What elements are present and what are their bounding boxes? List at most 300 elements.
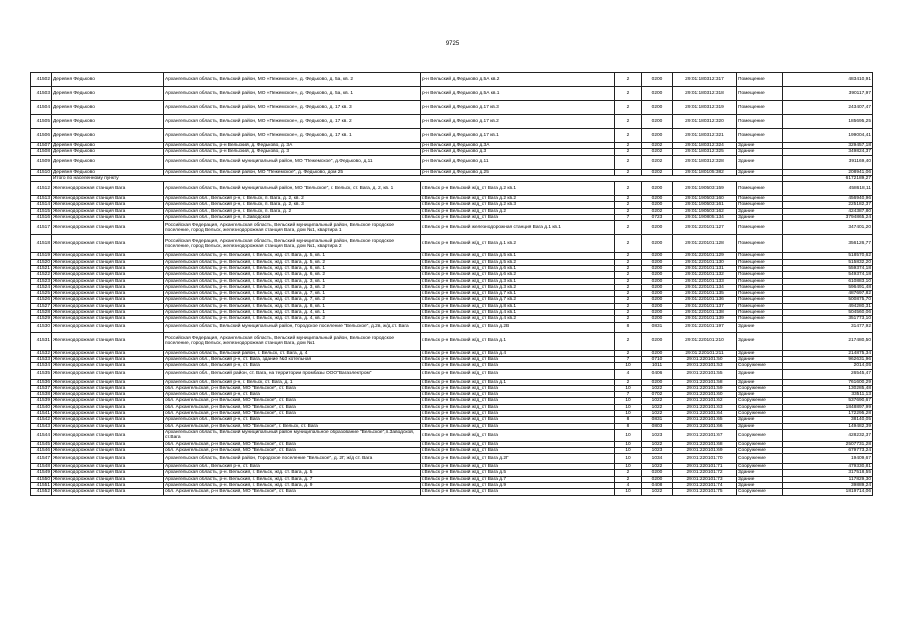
cell-short-addr: г.Вельск р-н Вельский ж/д_ст Вага xyxy=(421,447,615,453)
cell-no: 41552 xyxy=(31,489,52,495)
cell-code1: 2 xyxy=(615,303,642,309)
cell-value: 149482,39 xyxy=(783,423,873,429)
cell-place: Железнодорожная станция Вага xyxy=(52,454,164,464)
cell-cadastral: 29:01:220101:72 xyxy=(673,470,737,476)
cell-short-addr: г.Вельск р-н Вельский ж/д_ст Вага xyxy=(421,489,615,495)
cell-address: Архангельская область, Вельский район, МО «Пежемское», д. Федьково, д. 17 кв. 2 xyxy=(164,115,421,129)
cell-type: Сооружение xyxy=(737,385,783,391)
cell-short-addr: г.Вельск р-н Вельский ж/д_ст Вага д.2 кв.2 xyxy=(421,196,615,202)
cell-place: Железнодорожная станция Вага xyxy=(52,404,164,410)
cell-cadastral: 29:01:180312:325 xyxy=(673,149,737,155)
cell-short-addr: г.Вельск р-н Вельский ж/д_ст Вага д.9 xyxy=(421,482,615,488)
cell-code1: 2 xyxy=(615,291,642,297)
page-number: 9725 xyxy=(445,41,460,47)
cell-code2: 0831 xyxy=(642,322,673,332)
cell-short-addr: г.Вельск р-н Вельский ж/д_ст Вага д.2 xyxy=(421,208,615,214)
cell-short-addr: г.Вельск р-н Вельский ж/д_ст Вага д.1 xyxy=(421,332,615,350)
cell-type: Здание xyxy=(737,470,783,476)
cell-cadastral: 29:01:220101:75 xyxy=(673,489,737,495)
cell-type: Сооружение xyxy=(737,398,783,404)
cell-code1: 10 xyxy=(615,429,642,441)
cell-cadastral: 29:01:220101:66 xyxy=(673,423,737,429)
cell-code2: 0200 xyxy=(642,235,673,253)
cell-code1: 2 xyxy=(615,129,642,143)
cell-value: 329457,18 xyxy=(783,143,873,149)
cell-type: Помещение xyxy=(737,278,783,284)
cell-value: 518570,62 xyxy=(783,253,873,259)
cell-short-addr: г.Вельск р-н Вельский ж/д_ст Вага д.7 кв.1 xyxy=(421,291,615,297)
cell-cadastral: 29:01:220101:68 xyxy=(673,441,737,447)
cell-address: Архангельская область, Вельский муниципальный район, МО "Пежемское", д.Федьково, д.11 xyxy=(164,155,421,169)
cell-address: Архангельская обл., Вельский р-н, ст. Вага xyxy=(164,417,421,423)
cell-no: 41526 xyxy=(31,297,52,303)
cell-short-addr: г.Вельск р-н Вельский ж/д_ст Вага д.6 кв.2 xyxy=(421,272,615,278)
cell-type: Помещение xyxy=(737,303,783,309)
cell-place: Железнодорожная станция Вага xyxy=(52,297,164,303)
cell-place: Железнодорожная станция Вага xyxy=(52,272,164,278)
cell-place: Железнодорожная станция Вага xyxy=(52,310,164,316)
cell-cadastral: 29:01:190503:159 xyxy=(673,182,737,196)
cell-code2: 0200 xyxy=(642,272,673,278)
cell-code1: 7 xyxy=(615,356,642,362)
cell-place: Железнодорожная станция Вага xyxy=(52,284,164,290)
cell-no: 41513 xyxy=(31,196,52,202)
cell-code2: 0406 xyxy=(642,369,673,379)
cell-code2: 1022 xyxy=(642,398,673,404)
cell-value: 130285,48 xyxy=(783,385,873,391)
cell-value: 428232,37 xyxy=(783,429,873,441)
cell-code2: 0200 xyxy=(642,278,673,284)
cell-type: Помещение xyxy=(737,115,783,129)
cell-type: Здание xyxy=(737,417,783,423)
cell-place: Железнодорожная станция Вага xyxy=(52,482,164,488)
cell-code1: 2 xyxy=(615,221,642,235)
cell-address: Архангельская область, Вельский муниципальный район, МО "Вельское", г. Вельск, ст. Вага, д. 2, кв. 1 xyxy=(164,182,421,196)
cell-cadastral: 29:01:220101:64 xyxy=(673,411,737,417)
cell-code1: 8 xyxy=(615,322,642,332)
cell-short-addr: г.Вельск р-н Вельский ж/д_ст Вага xyxy=(421,411,615,417)
cell-place: Железнодорожная станция Вага xyxy=(52,322,164,332)
cell-no: 41548 xyxy=(31,464,52,470)
cell-address: Архангельская область, Вельский район, МО "Пежемское", д. Федьково, дом 25 xyxy=(164,169,421,175)
cell-value: 479330,81 xyxy=(783,464,873,470)
cell-address: Российская Федерация, Архангельская область, Вельский муниципальный район, Вельское городское поселение, город Вельск, железнодорожная станция Вага, дом №1 xyxy=(164,332,421,350)
cell-short-addr: г.Вельск р-н Вельский ж/д_ст Вага д.6 кв.1 xyxy=(421,265,615,271)
cell-address: Архангельская область, р-н. Вельский, г. Вельск, ж/д. ст. Вага, д. 8, кв. 1 xyxy=(164,303,421,309)
cell-type: Помещение xyxy=(737,265,783,271)
cell-code2: 0200 xyxy=(642,316,673,322)
table-row xyxy=(31,489,873,495)
cell-short-addr: г.Вельск р-н Вельский ж/д_ст Вага xyxy=(421,356,615,362)
cell-address: Архангельская область, р-н. Вельский, г. Вельск, ж/д. ст. Вага, д. 9 xyxy=(164,482,421,488)
cell-address: Российская Федерация, Архангельская область, Вельский муниципальный район, Вельское городское поселение, город Вельск, железнодорожная станция Вага, дом №1, квартира 2 xyxy=(164,235,421,253)
cell-code2: 0200 xyxy=(642,303,673,309)
cell-cadastral: 29:01:220101:63 xyxy=(673,404,737,410)
cell-place: Железнодорожная станция Вага xyxy=(52,291,164,297)
cell-short-addr: г.Вельск р-н Вельский ж/д_ст Вага xyxy=(421,363,615,369)
cell-short-addr: г.Вельск р-н Вельский ж/д_ст Вага xyxy=(421,398,615,404)
cell-code1: 2 xyxy=(615,316,642,322)
cell-code1: 2 xyxy=(615,332,642,350)
cell-no: 41504 xyxy=(31,101,52,115)
cell-value: 117829,30 xyxy=(783,476,873,482)
cell-type: Помещение xyxy=(737,284,783,290)
cell-code1: 10 xyxy=(615,363,642,369)
table-row xyxy=(31,129,873,143)
cell-short-addr: р-н Вельский д.Федьково д.17 кв.1 xyxy=(421,129,615,143)
cell-short-addr: р-н Вельский д.Федьково д.11 xyxy=(421,155,615,169)
cell-address: Архангельская обл., Вельский р-н, г. Вельск, п. Вага, д. 2, кв. 3 xyxy=(164,202,421,208)
total-label: Итого по населенному пункту xyxy=(52,175,783,181)
cell-code1: 2 xyxy=(615,202,642,208)
cell-type: Помещение xyxy=(737,316,783,322)
cell-type: Здание xyxy=(737,155,783,169)
cell-code1: 2 xyxy=(615,259,642,265)
cell-place: Железнодорожная станция Вага xyxy=(52,411,164,417)
cell-value: 1848897,99 xyxy=(783,404,873,410)
cell-code1: 10 xyxy=(615,441,642,447)
cell-code1: 2 xyxy=(615,235,642,253)
cell-no: 41540 xyxy=(31,404,52,410)
cell-address: Архангельская обл., Вельский р-н, г. Вельск, п. Вага, д. 2 xyxy=(164,208,421,214)
cell-code1: 4 xyxy=(615,369,642,379)
cell-no: 41525 xyxy=(31,291,52,297)
cell-place: Железнодорожная станция Вага xyxy=(52,363,164,369)
cell-no: 41549 xyxy=(31,470,52,476)
cell-no: 41505 xyxy=(31,115,52,129)
cell-cadastral: 29:01:220101:130 xyxy=(673,259,737,265)
cell-place: Деревня Федьково xyxy=(52,169,164,175)
cell-type: Здание xyxy=(737,356,783,362)
cell-cadastral: 29:01:180312:324 xyxy=(673,143,737,149)
cell-place: Железнодорожная станция Вага xyxy=(52,215,164,221)
cell-type: Здание xyxy=(737,215,783,221)
cell-value: 208941,06 xyxy=(783,169,873,175)
cell-no: 41523 xyxy=(31,278,52,284)
cell-place: Железнодорожная станция Вага xyxy=(52,196,164,202)
cell-address: Архангельская область, Вельский район, г. Вельск, ст. Вага, д. 4 xyxy=(164,350,421,356)
cell-place: Железнодорожная станция Вага xyxy=(52,265,164,271)
cell-address: Архангельская область, р-н. Вельский, г. Вельск, ж/д. ст. Вага, д. 7 xyxy=(164,476,421,482)
cell-short-addr: р-н Вельский д.Федьково д.5А кв.2 xyxy=(421,73,615,87)
cell-cadastral: 29:01:220101:197 xyxy=(673,322,737,332)
cell-address: Архангельская область, р-н. Вельский, г. Вельск, ж/д. ст. Вага, д. 5, кв. 1 xyxy=(164,253,421,259)
cell-type: Помещение xyxy=(737,297,783,303)
cell-cadastral: 29:01:220101:60 xyxy=(673,392,737,398)
cell-code1: 2 xyxy=(615,73,642,87)
cell-value: 243407,47 xyxy=(783,101,873,115)
cell-code2: 0200 xyxy=(642,350,673,356)
cell-value: 38140,05 xyxy=(783,417,873,423)
cell-code2: 0200 xyxy=(642,202,673,208)
cell-type: Сооружение xyxy=(737,454,783,464)
cell-value: 214875,34 xyxy=(783,350,873,356)
cell-cadastral: 29:01:220101:62 xyxy=(673,398,737,404)
cell-place: Железнодорожная станция Вага xyxy=(52,417,164,423)
cell-code2: 1022 xyxy=(642,464,673,470)
cell-type: Сооружение xyxy=(737,404,783,410)
cell-code2: 0200 xyxy=(642,259,673,265)
cell-address: Архангельская область, р-н. Вельский, г. Вельск, ж/д. ст. Вага, д. 7, кв. 2 xyxy=(164,297,421,303)
cell-place: Железнодорожная станция Вага xyxy=(52,221,164,235)
cell-code2: 0200 xyxy=(642,129,673,143)
cell-code2: 0200 xyxy=(642,379,673,385)
cell-no: 41509 xyxy=(31,155,52,169)
cell-short-addr: г.Вельск р-н Вельский ж/д_ст Вага д.4 xyxy=(421,350,615,356)
cell-code1: 2 xyxy=(615,87,642,101)
cell-no: 41537 xyxy=(31,385,52,391)
cell-code2: 1022 xyxy=(642,411,673,417)
cell-place: Железнодорожная станция Вага xyxy=(52,303,164,309)
cell-type: Помещение xyxy=(737,196,783,202)
cell-value: 1819714,06 xyxy=(783,489,873,495)
cell-address: обл. Архангельская, р-н Вельский, МО "Вельское", ст. Вага xyxy=(164,398,421,404)
cell-address: Архангельская обл., Вельский р-н, ст. Вага xyxy=(164,464,421,470)
cell-code1: 2 xyxy=(615,196,642,202)
cell-address: Архангельская область, р-н. Вельский, г. Вельск, ж/д. ст. Вага, д. 4, кв. 1 xyxy=(164,310,421,316)
cell-short-addr: р-н Вельский д.Федьково д.17 кв.2 xyxy=(421,115,615,129)
cell-short-addr: г.Вельск р-н Вельский ж/д_ст Вага xyxy=(421,404,615,410)
cell-code1: 10 xyxy=(615,398,642,404)
cell-value: 39889,24 xyxy=(783,482,873,488)
cell-code1: 2 xyxy=(615,101,642,115)
cell-place: Железнодорожная станция Вага xyxy=(52,235,164,253)
cell-address: Архангельская область, Вельский район, МО «Пежемское», д. Федьково, д. 5а, кв. 2 xyxy=(164,73,421,87)
cell-address: Архангельская область, р-н. Вельский, г. Вельск, ж/д. ст. Вага, д. 5, кв. 2 xyxy=(164,259,421,265)
cell-place: Железнодорожная станция Вага xyxy=(52,350,164,356)
cell-cadastral: 29:01:220101:134 xyxy=(673,284,737,290)
cell-cadastral: 29:01:220101:55 xyxy=(673,369,737,379)
cell-address: Архангельская область, р-н. Вельский, г. Вельск, ж/д. ст. Вага, д. 3, кв. 2 xyxy=(164,284,421,290)
cell-short-addr: г.Вельск р-н Вельский железнодорожная станция Вага д.1 кв.1 xyxy=(421,221,615,235)
cell-address: Архангельская обл., Вельский р-н, г. Вельск, ст. Вага, д. 1 xyxy=(164,379,421,385)
cell-code2: 0723 xyxy=(642,215,673,221)
total-value: 6172189,27 xyxy=(783,175,873,181)
cell-short-addr: г.Вельск р-н Вельский ж/д_ст Вага д.2Г xyxy=(421,454,615,464)
cell-code1: 2 xyxy=(615,155,642,169)
cell-code1: 2 xyxy=(615,253,642,259)
cell-address: Архангельская обл., Вельский р-н, г. Вельск, п. Вага, д. 2, кв. 2 xyxy=(164,196,421,202)
cell-value: 172295,28 xyxy=(783,411,873,417)
cell-place: Деревня Федьково xyxy=(52,143,164,149)
cell-cadastral: 29:01:220101:127 xyxy=(673,221,737,235)
cell-no: 41515 xyxy=(31,208,52,214)
cell-cadastral: 29:01:180312:320 xyxy=(673,115,737,129)
cell-cadastral: 29:01:220101:69 xyxy=(673,447,737,453)
cell-address: Архангельская область, Вельский муниципальный район, Городское поселение "Вельское", д.2в, ж/д.ст. Вага xyxy=(164,322,421,332)
cell-place: Железнодорожная станция Вага xyxy=(52,259,164,265)
cell-no: 41503 xyxy=(31,87,52,101)
cell-value: 317518,55 xyxy=(783,470,873,476)
cell-no: 41524 xyxy=(31,284,52,290)
cell-type: Здание xyxy=(737,169,783,175)
cell-cadastral: 29:01:220101:133 xyxy=(673,278,737,284)
cell-cadastral: 29:01:190503:162 xyxy=(673,208,737,214)
cell-place: Железнодорожная станция Вага xyxy=(52,385,164,391)
cell-type: Сооружение xyxy=(737,464,783,470)
cell-address: Архангельская область, р-н. Вельский, г. Вельск, ж/д. ст. Вага, д. 6, кв. 1 xyxy=(164,265,421,271)
cell-code1: 8 xyxy=(615,417,642,423)
cell-type: Помещение xyxy=(737,87,783,101)
cell-type: Сооружение xyxy=(737,441,783,447)
cell-code2: 0200 xyxy=(642,87,673,101)
table-row xyxy=(31,182,873,196)
cell-address: обл. Архангельская, р-н Вельский, МО "Вельское", ст. Вага xyxy=(164,411,421,417)
cell-cadastral: 29:01:220101:131 xyxy=(673,265,737,271)
cell-no: 41529 xyxy=(31,316,52,322)
cell-code1: 2 xyxy=(615,310,642,316)
cell-address: Архангельская область, р-н. Вельский, г. Вельск, ж/д. ст. Вага, д. 5 xyxy=(164,470,421,476)
cell-place: Железнодорожная станция Вага xyxy=(52,489,164,495)
cell-value: 199004,41 xyxy=(783,129,873,143)
cell-no: 41534 xyxy=(31,363,52,369)
cell-code2: 0200 xyxy=(642,310,673,316)
cell-short-addr: р-н Вельский д.Федьково д.3 xyxy=(421,149,615,155)
cell-code2: 0200 xyxy=(642,291,673,297)
cell-value: 424387,80 xyxy=(783,208,873,214)
cell-address: Архангельская область, Вельский муниципальный район муниципальное образование "Вельское",п.Заводской, ст.Вага xyxy=(164,429,421,441)
cell-value: 349824,37 xyxy=(783,149,873,155)
cell-place: Железнодорожная станция Вага xyxy=(52,441,164,447)
cell-short-addr: г.Вельск р-н Вельский ж/д_ст Вага д.4 кв.2 xyxy=(421,316,615,322)
cell-short-addr: г.Вельск р-н Вельский ж/д_ст Вага xyxy=(421,417,615,423)
cell-type: Здание xyxy=(737,392,783,398)
cell-type: Сооружение xyxy=(737,447,783,453)
cell-code1: 2 xyxy=(615,182,642,196)
cell-address: Архангельская обл., Вельский район, ст. Вага, на территории промбазы ООО"Вагаэлектром" xyxy=(164,369,421,379)
cell-cadastral: 29:01:180312:321 xyxy=(673,129,737,143)
cell-code2: 1011 xyxy=(642,363,673,369)
cell-cadastral: 29:01:220101:70 xyxy=(673,454,737,464)
cell-code1: 7 xyxy=(615,215,642,221)
cell-address: Архангельская область, р-н. Вельский, г. Вельск, ж/д. ст. Вага, д. 7, кв. 1 xyxy=(164,291,421,297)
cell-code2: 0702 xyxy=(642,392,673,398)
cell-type: Сооружение xyxy=(737,363,783,369)
cell-place: Железнодорожная станция Вага xyxy=(52,392,164,398)
cell-short-addr: г.Вельск р-н Вельский ж/д_ст Вага xyxy=(421,423,615,429)
cell-code2: 1022 xyxy=(642,489,673,495)
cell-address: Архангельская обл., Вельский р-н, п.Заводской xyxy=(164,215,421,221)
cell-type: Помещение xyxy=(737,182,783,196)
cell-type: Помещение xyxy=(737,235,783,253)
cell-short-addr: г.Вельск р-н Вельский ж/д_ст Вага д.7 xyxy=(421,476,615,482)
cell-type: Помещение xyxy=(737,221,783,235)
cell-no: 41510 xyxy=(31,169,52,175)
cell-no: 41532 xyxy=(31,350,52,356)
cell-code2: 0202 xyxy=(642,208,673,214)
cell-no: 41535 xyxy=(31,369,52,379)
cell-type: Здание xyxy=(737,332,783,350)
cell-no: 41506 xyxy=(31,129,52,143)
cell-no: 41528 xyxy=(31,310,52,316)
cell-code1: 10 xyxy=(615,454,642,464)
cell-no: 41539 xyxy=(31,398,52,404)
cell-short-addr: г.Вельск р-н Вельский ж/д_ст Вага xyxy=(421,369,615,379)
cell-no: 41546 xyxy=(31,447,52,453)
cell-no: 41531 xyxy=(31,332,52,350)
cell-value: 3794865,24 xyxy=(783,215,873,221)
cell-value: 31477,92 xyxy=(783,322,873,332)
cell-code2: 0200 xyxy=(642,101,673,115)
cell-no: 41519 xyxy=(31,253,52,259)
cell-code2: 1022 xyxy=(642,385,673,391)
cell-cadastral: 29:01:190805:134 xyxy=(673,215,737,221)
cell-place: Железнодорожная станция Вага xyxy=(52,253,164,259)
cell-address: Архангельская обл., Вельский р-н, ст. Вага xyxy=(164,392,421,398)
cell-no: 41541 xyxy=(31,411,52,417)
cell-cadastral: 29:01:220101:67 xyxy=(673,429,737,441)
cell-code2: 0200 xyxy=(642,332,673,350)
cell-value: 487697,82 xyxy=(783,291,873,297)
cell-code1: 2 xyxy=(615,297,642,303)
cell-short-addr: г.Вельск р-н Вельский ж/д_ст Вага д.1 xyxy=(421,379,615,385)
cell-no: 41542 xyxy=(31,417,52,423)
cell-value: 761600,29 xyxy=(783,379,873,385)
cell-code2: 0803 xyxy=(642,423,673,429)
cell-address: Российская Федерация, Архангельская область, Вельский муниципальный район, Вельское городское поселение, город Вельск, железнодорожная станция Вага, дом №1, квартира 1 xyxy=(164,221,421,235)
cell-place: Железнодорожная станция Вага xyxy=(52,423,164,429)
cell-address: Архангельская область, Вельский район, МО «Пежемское», д. Федьково, д. 5а, кв. 1 xyxy=(164,87,421,101)
cell-type: Помещение xyxy=(737,129,783,143)
cell-short-addr: р-н Вельский д.Федьково д.17 кв.3 xyxy=(421,101,615,115)
cell-cadastral: 29:01:190503:161 xyxy=(673,202,737,208)
cell-value: 596491,48 xyxy=(783,284,873,290)
register-rows xyxy=(31,73,873,496)
cell-cadastral: 29:01:220101:65 xyxy=(673,417,737,423)
table-row xyxy=(31,369,873,379)
cell-no: 41550 xyxy=(31,476,52,482)
cell-short-addr: г.Вельск р-н Вельский ж/д_ст Вага xyxy=(421,441,615,447)
cell-value: 185695,25 xyxy=(783,115,873,129)
cell-code1: 10 xyxy=(615,404,642,410)
cell-code1: 2 xyxy=(615,169,642,175)
cell-address: обл. Архангельская, р-н Вельский, МО "Вельское", ст. Вага xyxy=(164,447,421,453)
property-register-table xyxy=(30,72,873,496)
cell-short-addr: г.Вельск р-н Вельский ж/д_ст Вага xyxy=(421,392,615,398)
table-row xyxy=(31,73,873,87)
cell-code1: 7 xyxy=(615,392,642,398)
cell-place: Железнодорожная станция Вага xyxy=(52,356,164,362)
cell-code2: 1022 xyxy=(642,404,673,410)
cell-value: 26545,47 xyxy=(783,369,873,379)
cell-code2: 1023 xyxy=(642,429,673,441)
cell-value: 33511,13 xyxy=(783,392,873,398)
cell-code2: 1034 xyxy=(642,454,673,464)
cell-cadastral: 29:01:220101:135 xyxy=(673,291,737,297)
cell-cadastral: 29:01:220101:210 xyxy=(673,332,737,350)
cell-code1: 2 xyxy=(615,272,642,278)
cell-cadastral: 29:01:180312:319 xyxy=(673,101,737,115)
cell-type: Помещение xyxy=(737,73,783,87)
cell-cadastral: 29:01:220101:71 xyxy=(673,464,737,470)
cell-address: обл. Архангельская, р-н Вельский, МО "Вельское", г. Вельск, ст. Вага xyxy=(164,423,421,429)
cell-code2: 0200 xyxy=(642,182,673,196)
cell-short-addr: г.Вельск р-н Вельский ж/д_ст Вага д.1 кв.2 xyxy=(421,235,615,253)
cell-no: 41516 xyxy=(31,215,52,221)
cell-no: 41544 xyxy=(31,429,52,441)
cell-value: 456940,96 xyxy=(783,196,873,202)
cell-cadastral: 29:01:220101:50 xyxy=(673,356,737,362)
cell-value: 483410,91 xyxy=(783,73,873,87)
cell-no: 41530 xyxy=(31,322,52,332)
cell-cadastral: 29:01:220101:136 xyxy=(673,297,737,303)
cell-code2: 0202 xyxy=(642,149,673,155)
cell-place: Деревня Федьково xyxy=(52,87,164,101)
cell-no: 41545 xyxy=(31,441,52,447)
cell-place: Деревня Федьково xyxy=(52,73,164,87)
cell-value: 537690,67 xyxy=(783,398,873,404)
cell-code1: 10 xyxy=(615,385,642,391)
